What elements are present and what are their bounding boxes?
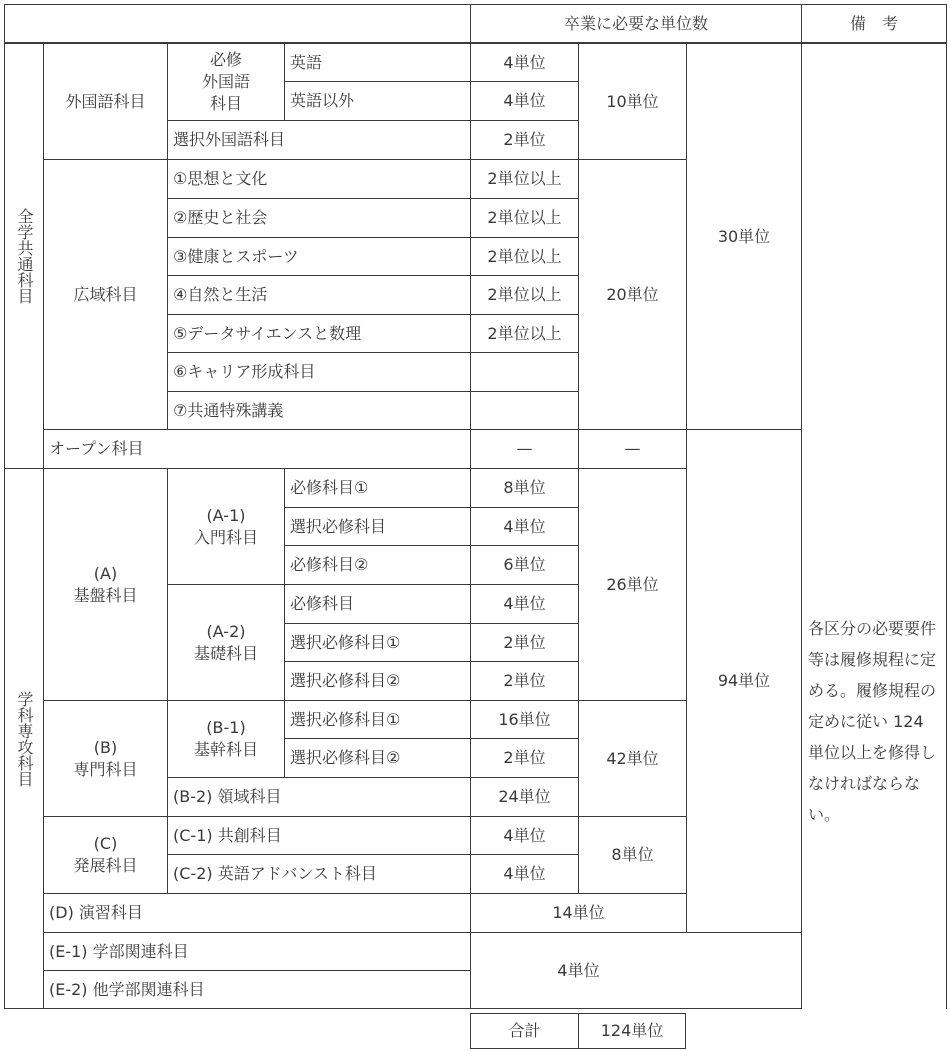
- remarks-text: 各区分の必要要件等は履修規程に定める。履修規程の定めに従い 124 単位以上を修得しなければならない。: [808, 619, 937, 824]
- A1-item-2-units: 4単位: [470, 507, 578, 545]
- open-units: —: [470, 429, 578, 468]
- A2-item-3: 選択必修科目②: [284, 661, 470, 700]
- C-item-2: (C-2) 英語アドバンスト科目: [167, 854, 470, 893]
- elective-foreign-cell: 選択外国語科目: [167, 120, 470, 159]
- english-units: 4単位: [470, 43, 578, 81]
- english-cell: 英語: [284, 43, 470, 81]
- wide-item-4-units: 2単位以上: [470, 275, 578, 314]
- wide-item-7: ⑦共通特殊講義: [167, 391, 470, 429]
- B1-item-2: 選択必修科目②: [284, 738, 470, 777]
- elective-foreign-units: 2単位: [470, 120, 578, 159]
- wide-item-6-units: [470, 352, 578, 391]
- C-item-1-units: 4単位: [470, 816, 578, 854]
- wide-item-1-units: 2単位以上: [470, 159, 578, 198]
- wide-item-2-units: 2単位以上: [470, 198, 578, 237]
- section-D-cell: (D) 演習科目: [43, 893, 470, 932]
- A1-item-1: 必修科目①: [284, 468, 470, 507]
- wide-subtotal: 20単位: [578, 159, 686, 429]
- wide-item-5-units: 2単位以上: [470, 314, 578, 352]
- wide-item-5: ⑤データサイエンスと数理: [167, 314, 470, 352]
- wide-item-6: ⑥キャリア形成科目: [167, 352, 470, 391]
- gakka-total-units: 94単位: [686, 429, 801, 932]
- total-label: 合計: [470, 1013, 578, 1049]
- section-C-label: (C) 発展科目: [43, 816, 167, 893]
- open-subjects-cell: オープン科目: [43, 429, 470, 468]
- B1-item-1: 選択必修科目①: [284, 700, 470, 738]
- section-B1-label: (B-1) 基幹科目: [167, 700, 284, 777]
- required-foreign-group: 必修 外国語 科目: [167, 43, 284, 120]
- non-english-units: 4単位: [470, 81, 578, 120]
- A1-item-2: 選択必修科目: [284, 507, 470, 545]
- group-gakka-text: 学科専攻科目: [15, 690, 34, 787]
- B1-item-2-units: 2単位: [470, 738, 578, 777]
- foreign-language-label: 外国語科目: [43, 43, 167, 159]
- section-E-units-text: 4単位: [557, 960, 600, 980]
- section-D-units: 14単位: [470, 893, 686, 932]
- wide-item-4: ④自然と生活: [167, 275, 470, 314]
- A1-item-1-units: 8単位: [470, 468, 578, 507]
- A2-item-3-units: 2単位: [470, 661, 578, 700]
- A2-item-1-units: 4単位: [470, 584, 578, 623]
- remarks-cell: [801, 43, 947, 1009]
- section-B-label: (B) 専門科目: [43, 700, 167, 816]
- header-blank-cell: [4, 4, 470, 43]
- A1-item-3-units: 6単位: [470, 545, 578, 584]
- C-item-2-units: 4単位: [470, 854, 578, 893]
- C-item-1: (C-1) 共創科目: [167, 816, 470, 854]
- zenkaku-total-units: 30単位: [686, 43, 801, 429]
- A2-item-2-units: 2単位: [470, 623, 578, 661]
- A2-item-2: 選択必修科目①: [284, 623, 470, 661]
- total-units: 124単位: [578, 1013, 686, 1049]
- wide-item-3-units: 2単位以上: [470, 237, 578, 275]
- section-C-subtotal: 8単位: [578, 816, 686, 893]
- section-E2-cell: (E-2) 他学部関連科目: [43, 970, 470, 1009]
- section-B-subtotal: 42単位: [578, 700, 686, 816]
- B1-item-1-units: 16単位: [470, 700, 578, 738]
- section-B2-cell: (B-2) 領域科目: [167, 777, 470, 816]
- open-subtotal: —: [578, 429, 686, 468]
- A1-item-3: 必修科目②: [284, 545, 470, 584]
- section-A2-label: (A-2) 基礎科目: [167, 584, 284, 700]
- wide-area-label: 広域科目: [43, 159, 167, 429]
- section-E1-cell: (E-1) 学部関連科目: [43, 932, 470, 970]
- wide-item-7-units: [470, 391, 578, 429]
- section-A1-label: (A-1) 入門科目: [167, 468, 284, 584]
- group-zenkaku-label: [4, 43, 43, 468]
- wide-item-2: ②歴史と社会: [167, 198, 470, 237]
- section-B2-units: 24単位: [470, 777, 578, 816]
- foreign-subtotal: 10単位: [578, 43, 686, 159]
- header-remarks: 備 考: [801, 4, 947, 43]
- wide-item-1: ①思想と文化: [167, 159, 470, 198]
- group-gakka-label: [4, 468, 43, 1009]
- section-A-label: (A) 基盤科目: [43, 468, 167, 700]
- group-zenkaku-text: 全学共通科目: [15, 208, 34, 304]
- header-required-units: 卒業に必要な単位数: [470, 4, 801, 43]
- wide-item-3: ③健康とスポーツ: [167, 237, 470, 275]
- non-english-cell: 英語以外: [284, 81, 470, 120]
- section-A-subtotal: 26単位: [578, 468, 686, 700]
- A2-item-1: 必修科目: [284, 584, 470, 623]
- section-E-units: [470, 932, 801, 1009]
